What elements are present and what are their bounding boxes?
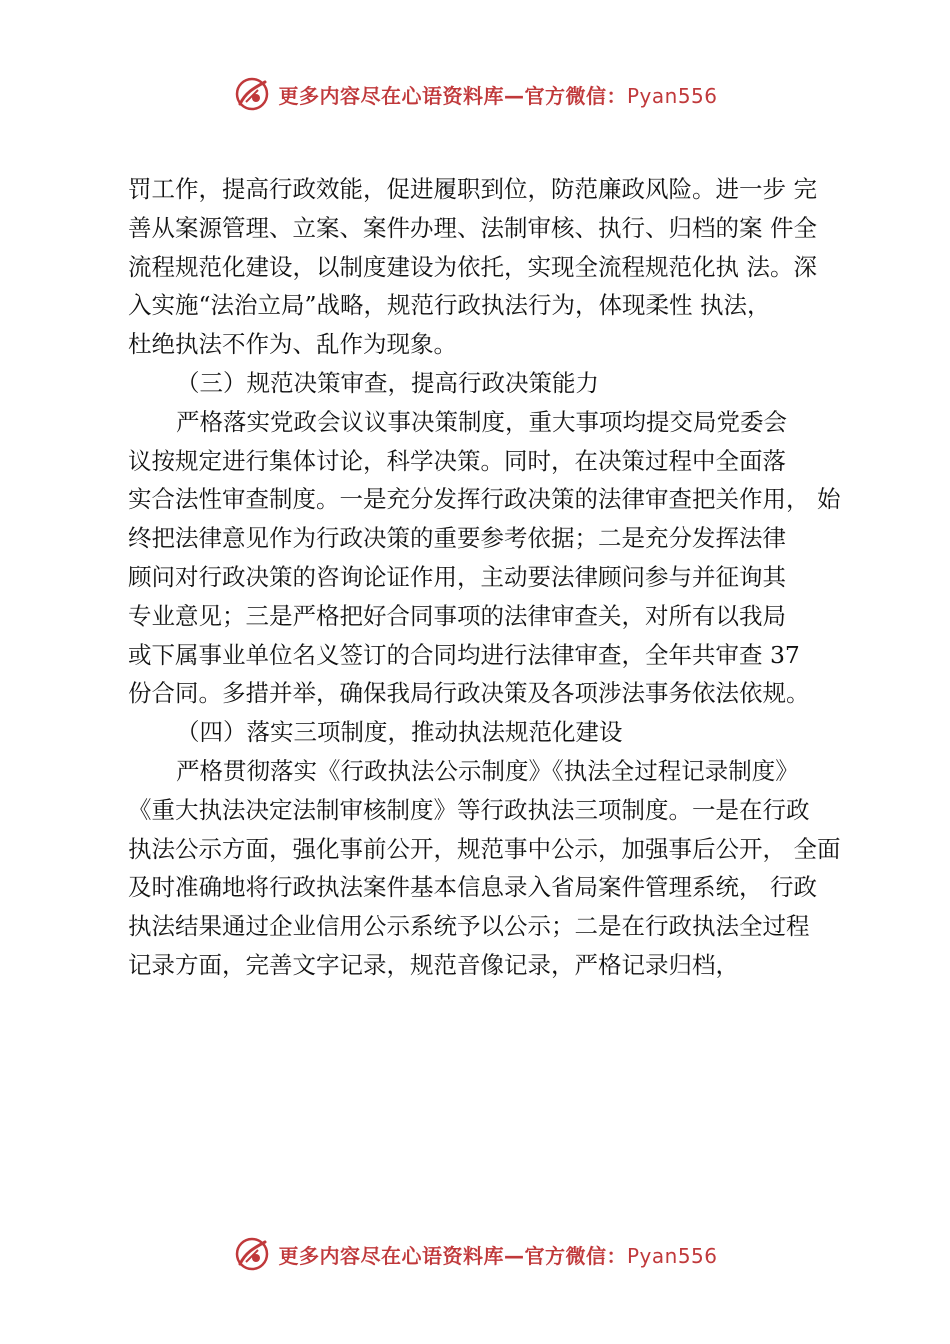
footer-watermark [0,1232,950,1276]
text-line: 实合法性审查制度。一是充分发挥行政决策的法律审查把关作用， 始 [128,485,841,514]
text-line: 专业意见；三是严格把好合同事项的法律审查关，对所有以我局 [128,601,786,630]
text-line: 《重大执法决定法制审核制度》等行政执法三项制度。一是在行政 [128,795,810,824]
watermark-brand: 更多内容尽在心语资料库 [278,1243,504,1268]
seal-logo-icon [232,1234,272,1274]
section-heading-4: （四）落实三项制度，推动执法规范化建设 [176,718,623,747]
seal-logo-icon [232,74,272,114]
text-line: 杜绝执法不作为、乱作为现象。 [128,330,457,359]
watermark-text [278,80,717,109]
watermark-dash: — [503,1243,525,1268]
text-line: 入实施“法治立局”战略，规范行政执法行为，体现柔性 执法， [128,291,771,320]
text-line: 及时准确地将行政执法案件基本信息录入省局案件管理系统， 行政 [128,873,817,902]
watermark-dash: — [503,83,525,108]
text-line: 份合同。多措并举，确保我局行政决策及各项涉法事务依法依规。 [128,679,810,708]
text-line: 执法结果通过企业信用公示系统予以公示；二是在行政执法全过程 [128,912,810,941]
document-body [128,170,858,985]
section-heading-3: （三）规范决策审查，提高行政决策能力 [176,368,599,397]
text-line: 善从案源管理、立案、案件办理、法制审核、执行、归档的案 件全 [128,213,817,242]
text-line: 严格落实党政会议议事决策制度，重大事项均提交局党委会 [176,407,787,436]
text-line: 或下属事业单位名义签订的合同均进行法律审查，全年共审查 37 [128,640,800,669]
text-line: 记录方面，完善文字记录，规范音像记录，严格记录归档， [128,950,739,979]
text-line: 严格贯彻落实《行政执法公示制度》《执法全过程记录制度》 [176,756,799,785]
watermark-text [278,1240,717,1269]
watermark-brand: 更多内容尽在心语资料库 [278,83,504,108]
text-line: 罚工作，提高行政效能，促进履职到位，防范廉政风险。进一步 完 [128,175,817,203]
text-line: 终把法律意见作为行政决策的重要参考依据；二是充分发挥法律 [128,524,786,553]
watermark-wechat-id: Pyan556 [626,83,718,108]
text-line: 顾问对行政决策的咨询论证作用，主动要法律顾问参与并征询其 [128,562,786,591]
watermark-wechat-id: Pyan556 [626,1243,718,1268]
watermark-wechat-label: 官方微信： [524,1243,627,1268]
text-line: 流程规范化建设，以制度建设为依托，实现全流程规范化执 法。深 [128,252,817,281]
text-line: 议按规定进行集体讨论，科学决策。同时，在决策过程中全面落 [128,446,786,475]
watermark-wechat-label: 官方微信： [524,83,627,108]
header-watermark [0,72,950,116]
text-line: 执法公示方面，强化事前公开，规范事中公示，加强事后公开， 全面 [128,834,841,863]
